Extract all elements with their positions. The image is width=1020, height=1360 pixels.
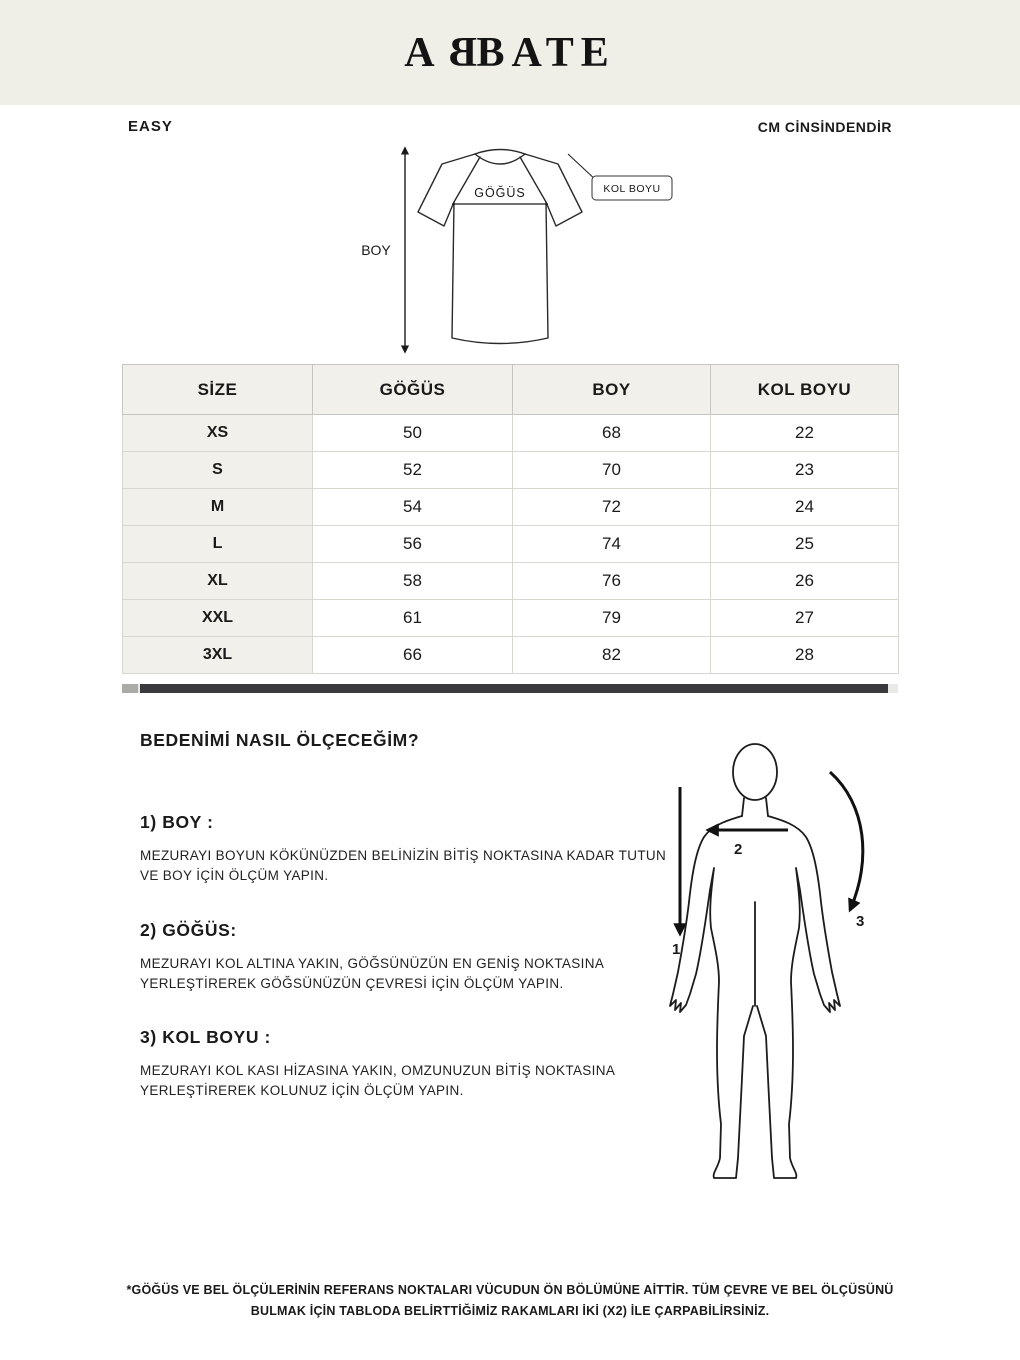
- col-header-kolboyu: KOL BOYU: [711, 365, 899, 415]
- boy-cell: 82: [513, 637, 711, 674]
- boy-cell: 70: [513, 452, 711, 489]
- gogus-cell: 56: [313, 526, 513, 563]
- step-text: MEZURAYI BOYUN KÖKÜNÜZDEN BELİNİZİN BİTİŞ NOKTASINA KADAR TUTUN VE BOY İÇİN ÖLÇÜM YAPIN.: [140, 848, 667, 884]
- table-row: [123, 489, 899, 526]
- boy-cell: 68: [513, 415, 711, 452]
- body-figure: [620, 742, 900, 1192]
- size-cell: XXL: [123, 600, 313, 637]
- brand-logo: [404, 29, 616, 77]
- figure-label-2: 2: [734, 841, 743, 858]
- table-row: [123, 600, 899, 637]
- kolboyu-cell: 28: [711, 637, 899, 674]
- kolboyu-cell: 22: [711, 415, 899, 452]
- boy-cell: 74: [513, 526, 711, 563]
- sleeve-label: KOL BOYU: [603, 183, 661, 195]
- length-label: BOY: [361, 242, 391, 258]
- size-cell: XL: [123, 563, 313, 600]
- logo-part-post: BATE: [476, 29, 616, 76]
- size-cell: XS: [123, 415, 313, 452]
- measure-arrow-sleeve: [830, 772, 863, 910]
- gogus-cell: 50: [313, 415, 513, 452]
- footer-note: *GÖĞÜS VE BEL ÖLÇÜLERİNİN REFERANS NOKTALARI VÜCUDUN ÖN BÖLÜMÜNE AİTTİR. TÜM ÇEVRE VE BEL ÖLÇÜSÜNÜ BULMAK İÇİN TABLODA BELİRTTİĞİMİZ RAKAMLARI İKİ (X2) İLE ÇARPABİLİRSİNİZ.: [126, 1283, 894, 1318]
- size-cell: S: [123, 452, 313, 489]
- boy-cell: 72: [513, 489, 711, 526]
- measure-step: [140, 1027, 688, 1102]
- boy-cell: 76: [513, 563, 711, 600]
- tshirt-diagram: [330, 138, 680, 362]
- table-scrollbar-thumb[interactable]: [140, 684, 888, 693]
- table-row: [123, 452, 899, 489]
- table-scrollbar-track: [122, 684, 898, 693]
- body-figure-svg: [620, 742, 900, 1192]
- table-row: [123, 563, 899, 600]
- logo-part-pre: A: [404, 29, 442, 76]
- measure-steps: [140, 812, 688, 1135]
- measure-step: [140, 812, 688, 887]
- chest-label: GÖĞÜS: [474, 186, 526, 200]
- kolboyu-cell: 23: [711, 452, 899, 489]
- gogus-cell: 61: [313, 600, 513, 637]
- boy-cell: 79: [513, 600, 711, 637]
- brand-banner: [0, 0, 1020, 105]
- step-heading: 1) BOY :: [140, 812, 214, 832]
- step-text: MEZURAYI KOL ALTINA YAKIN, GÖĞSÜNÜZÜN EN GENİŞ NOKTASINA YERLEŞTİREREK GÖĞSÜNÜZÜN ÇEVRESİ İÇİN ÖLÇÜM YAPIN.: [140, 955, 604, 991]
- col-header-gogus: GÖĞÜS: [313, 365, 513, 415]
- table-row: [123, 415, 899, 452]
- kolboyu-cell: 25: [711, 526, 899, 563]
- logo-part-flipped-b: B: [441, 29, 477, 76]
- body-outline: [670, 744, 840, 1178]
- kolboyu-cell: 27: [711, 600, 899, 637]
- tshirt-outline: [418, 150, 582, 344]
- size-cell: L: [123, 526, 313, 563]
- table-row: [123, 526, 899, 563]
- guide-title: BEDENİMİ NASIL ÖLÇECEĞİM?: [140, 730, 420, 750]
- step-heading: 2) GÖĞÜS:: [140, 919, 237, 940]
- size-cell: M: [123, 489, 313, 526]
- size-cell: 3XL: [123, 637, 313, 674]
- size-table-body: [123, 415, 899, 674]
- collection-name: EASY: [128, 118, 173, 135]
- figure-label-3: 3: [856, 913, 865, 930]
- gogus-cell: 52: [313, 452, 513, 489]
- gogus-cell: 54: [313, 489, 513, 526]
- size-table: [122, 364, 898, 674]
- tshirt-diagram-svg: [330, 138, 680, 362]
- table-scrollbar-cap: [122, 684, 138, 693]
- step-text: MEZURAYI KOL KASI HİZASINA YAKIN, OMZUNUZUN BİTİŞ NOKTASINA YERLEŞTİREREK KOLUNUZ İÇİN ÖLÇÜM YAPIN.: [140, 1063, 615, 1099]
- kolboyu-cell: 24: [711, 489, 899, 526]
- size-table-header-row: [123, 365, 899, 415]
- step-heading: 3) KOL BOYU :: [140, 1027, 271, 1047]
- kolboyu-cell: 26: [711, 563, 899, 600]
- col-header-boy: BOY: [513, 365, 711, 415]
- unit-note: CM CİNSİNDENDİR: [757, 119, 892, 135]
- table-row: [123, 637, 899, 674]
- gogus-cell: 66: [313, 637, 513, 674]
- col-header-size: SİZE: [123, 365, 313, 415]
- measure-step: [140, 920, 688, 995]
- figure-label-1: 1: [672, 941, 681, 958]
- gogus-cell: 58: [313, 563, 513, 600]
